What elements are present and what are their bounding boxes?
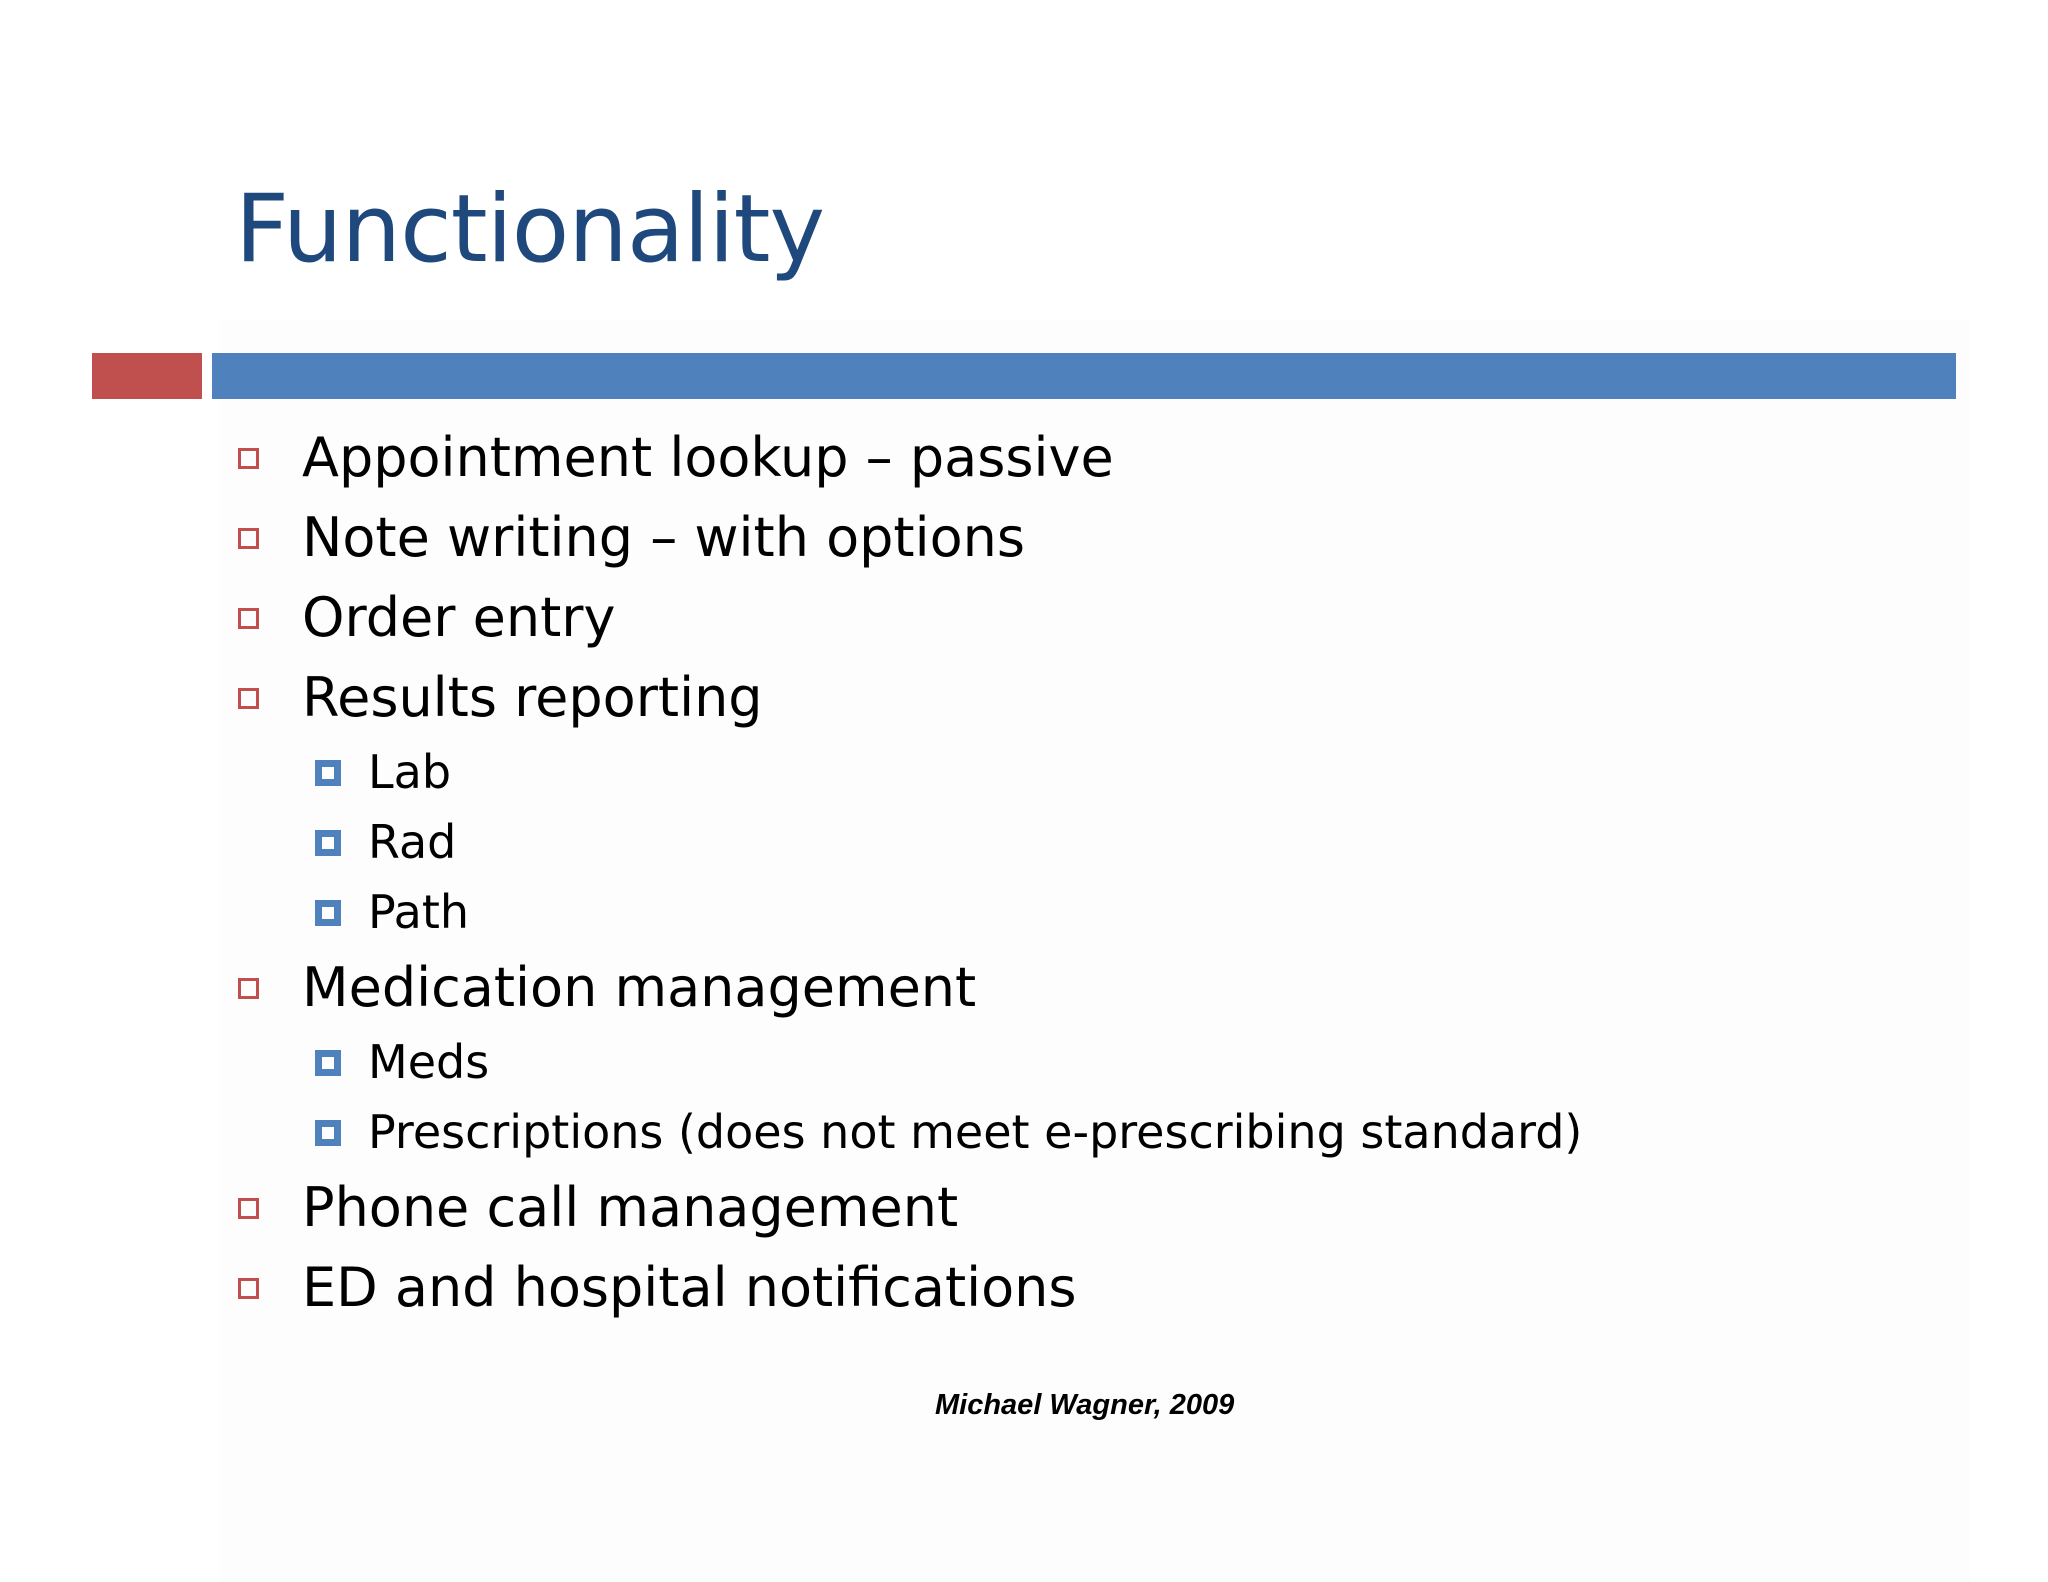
- sub-bullet-text: Prescriptions (does not meet e-prescribing standard): [368, 1105, 1583, 1159]
- hollow-square-bullet-icon: [238, 688, 259, 709]
- sub-bullet-text: Meds: [368, 1035, 490, 1089]
- hollow-square-bullet-icon: [238, 1198, 259, 1219]
- filled-square-bullet-icon: [315, 1050, 341, 1076]
- bullet-text: Results reporting: [302, 666, 763, 729]
- hollow-square-bullet-icon: [238, 528, 259, 549]
- filled-square-bullet-icon: [315, 900, 341, 926]
- hollow-square-bullet-icon: [238, 608, 259, 629]
- filled-square-bullet-icon: [315, 1120, 341, 1146]
- hollow-square-bullet-icon: [238, 1278, 259, 1299]
- hollow-square-bullet-icon: [238, 978, 259, 999]
- bullet-text: Note writing – with options: [302, 506, 1025, 569]
- title-accent-bar-red: [92, 353, 202, 399]
- bullet-text: ED and hospital notifications: [302, 1256, 1077, 1319]
- sub-bullet-text: Lab: [368, 745, 452, 799]
- sub-bullet-text: Path: [368, 885, 470, 939]
- author-credit: Michael Wagner, 2009: [935, 1389, 1235, 1421]
- filled-square-bullet-icon: [315, 830, 341, 856]
- filled-square-bullet-icon: [315, 760, 341, 786]
- hollow-square-bullet-icon: [238, 448, 259, 469]
- sub-bullet-text: Rad: [368, 815, 457, 869]
- bullet-text: Appointment lookup – passive: [302, 426, 1114, 489]
- bullet-text: Phone call management: [302, 1176, 959, 1239]
- title-accent-bar-blue: [212, 353, 1956, 399]
- bullet-text: Medication management: [302, 956, 977, 1019]
- bullet-text: Order entry: [302, 586, 616, 649]
- slide-title: Functionality: [235, 175, 825, 284]
